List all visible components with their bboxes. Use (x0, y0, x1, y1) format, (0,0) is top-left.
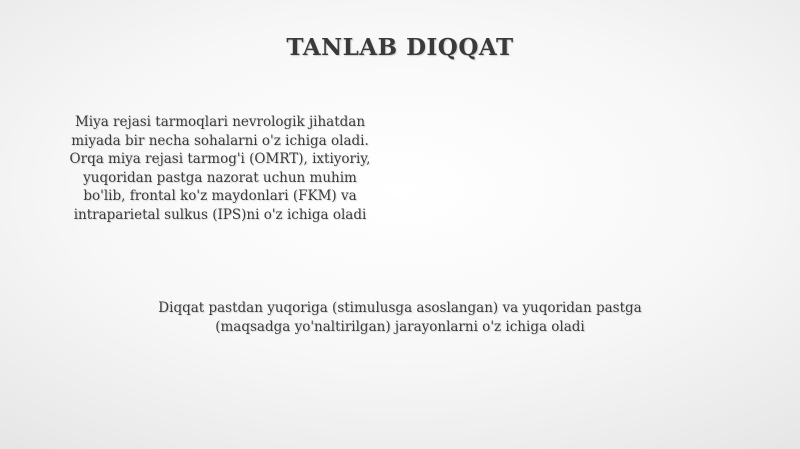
bottom-text-line-2: (maqsadga yo'naltirilgan) jarayonlarni o'z ichiga oladi (215, 319, 585, 335)
left-text-line-4: yuqoridan pastga nazorat uchun muhim (83, 169, 357, 186)
left-text-line-5: bo'lib, frontal ko'z maydonlari (FKM) va (83, 188, 357, 205)
left-text-line-2: miyada bir necha sohalarni o'z ichiga oladi. (71, 132, 369, 149)
bottom-text-block (100, 299, 700, 337)
bottom-text-line-1: Diqqat pastdan yuqoriga (stimulusga asoslangan) va yuqoridan pastga (158, 300, 642, 316)
slide-title: TANLAB DIQQAT (286, 34, 514, 61)
left-text-line-3: Orqa miya rejasi tarmog'i (OMRT), ixtiyoriy, (69, 151, 371, 168)
left-text-line-1: Miya rejasi tarmoqlari nevrologik jihatdan (74, 114, 366, 130)
left-text-block (48, 113, 392, 225)
left-text-line-6: intraparietal sulkus (IPS)ni o'z ichiga oladi (73, 206, 367, 223)
